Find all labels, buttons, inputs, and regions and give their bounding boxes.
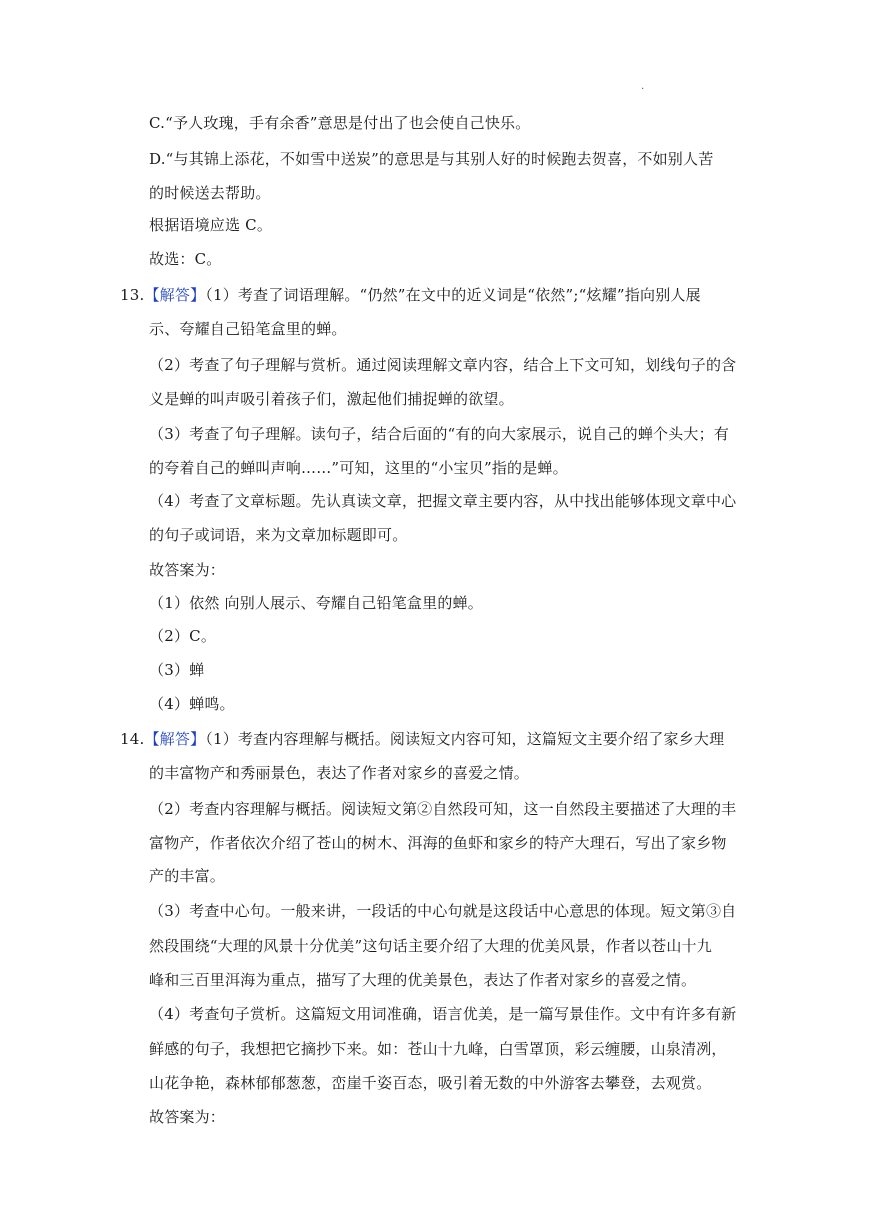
question-13-first-line <box>120 285 701 305</box>
text-line: （4）蝉鸣。 <box>149 695 235 713</box>
answer-tag: 【解答】 <box>144 286 206 304</box>
text-line: 鲜感的句子，我想把它摘抄下来。如：苍山十九峰，白雪罩顶，彩云缠腰，山泉清冽， <box>149 1040 727 1058</box>
text-line: （3）考查了句子理解。读句子，结合后面的“有的向大家展示，说自己的蝉个头大；有 <box>149 425 730 443</box>
text-line: （2）C。 <box>149 627 217 645</box>
text-line: 根据语境应选 C。 <box>149 216 273 234</box>
text-line: （4）考查句子赏析。这篇短文用词准确，语言优美，是一篇写景佳作。文中有许多有新 <box>149 1005 737 1023</box>
question-14-first-line <box>120 729 724 749</box>
answer-tag: 【解答】 <box>144 730 206 748</box>
text-line: 义是蝉的叫声吸引着孩子们，激起他们捕捉蝉的欲望。 <box>149 390 514 408</box>
text-line: C.“予人玫瑰，手有余香”意思是付出了也会使自己快乐。 <box>149 114 531 132</box>
text-line: 的丰富物产和秀丽景色，表达了作者对家乡的喜爱之情。 <box>149 764 530 782</box>
text-line: 峰和三百里洱海为重点，描写了大理的优美景色，表达了作者对家乡的喜爱之情。 <box>149 971 697 989</box>
text-segment: （1）考查内容理解与概括。阅读短文内容可知，这篇短文主要介绍了家乡大理 <box>205 730 725 748</box>
text-line: 富物产，作者依次介绍了苍山的树木、洱海的鱼虾和家乡的特产大理石，写出了家乡物 <box>149 834 727 852</box>
text-line: 山花争艳，森林郁郁葱葱，峦崖千姿百态，吸引着无数的中外游客去攀登，去观赏。 <box>149 1074 712 1092</box>
text-line: （4）考查了文章标题。先认真读文章，把握文章主要内容，从中找出能够体现文章中心 <box>149 492 737 510</box>
text-line: 然段围绕“大理的风景十分优美”这句话主要介绍了大理的优美风景，作者以苍山十九 <box>149 937 712 955</box>
header-dot: . <box>641 81 645 92</box>
text-line: （1）依然 向别人展示、夸耀自己铅笔盒里的蝉。 <box>149 594 483 612</box>
text-line: （3）蝉 <box>149 661 205 679</box>
text-line: 故答案为： <box>149 1108 226 1126</box>
text-line: 示、夸耀自己铅笔盒里的蝉。 <box>149 320 347 338</box>
text-line: D.“与其锦上添花，不如雪中送炭”的意思是与其别人好的时候跑去贺喜，不如别人苦 <box>149 150 714 168</box>
text-line: （3）考查中心句。一般来讲，一段话的中心句就是这段话中心意思的体现。短文第③自 <box>149 902 737 920</box>
question-number: 14. <box>120 730 145 748</box>
text-segment: （1）考查了词语理解。“仍然”在文中的近义词是“依然”;“炫耀”指向别人展 <box>205 286 701 304</box>
text-line: 故答案为： <box>149 561 226 579</box>
text-line: 产的丰富。 <box>149 867 226 885</box>
text-line: （2）考查内容理解与概括。阅读短文第②自然段可知，这一自然段主要描述了大理的丰 <box>149 800 737 818</box>
text-line: （2）考查了句子理解与赏析。通过阅读理解文章内容，结合上下文可知，划线句子的含 <box>149 356 737 374</box>
text-line: 的句子或词语，来为文章加标题即可。 <box>149 526 408 544</box>
text-line: 的夸着自己的蝉叫声响……”可知，这里的“小宝贝”指的是蝉。 <box>149 459 568 477</box>
text-line: 故选：C。 <box>149 250 222 268</box>
text-line: 的时候送去帮助。 <box>149 184 271 202</box>
question-number: 13. <box>120 286 145 304</box>
